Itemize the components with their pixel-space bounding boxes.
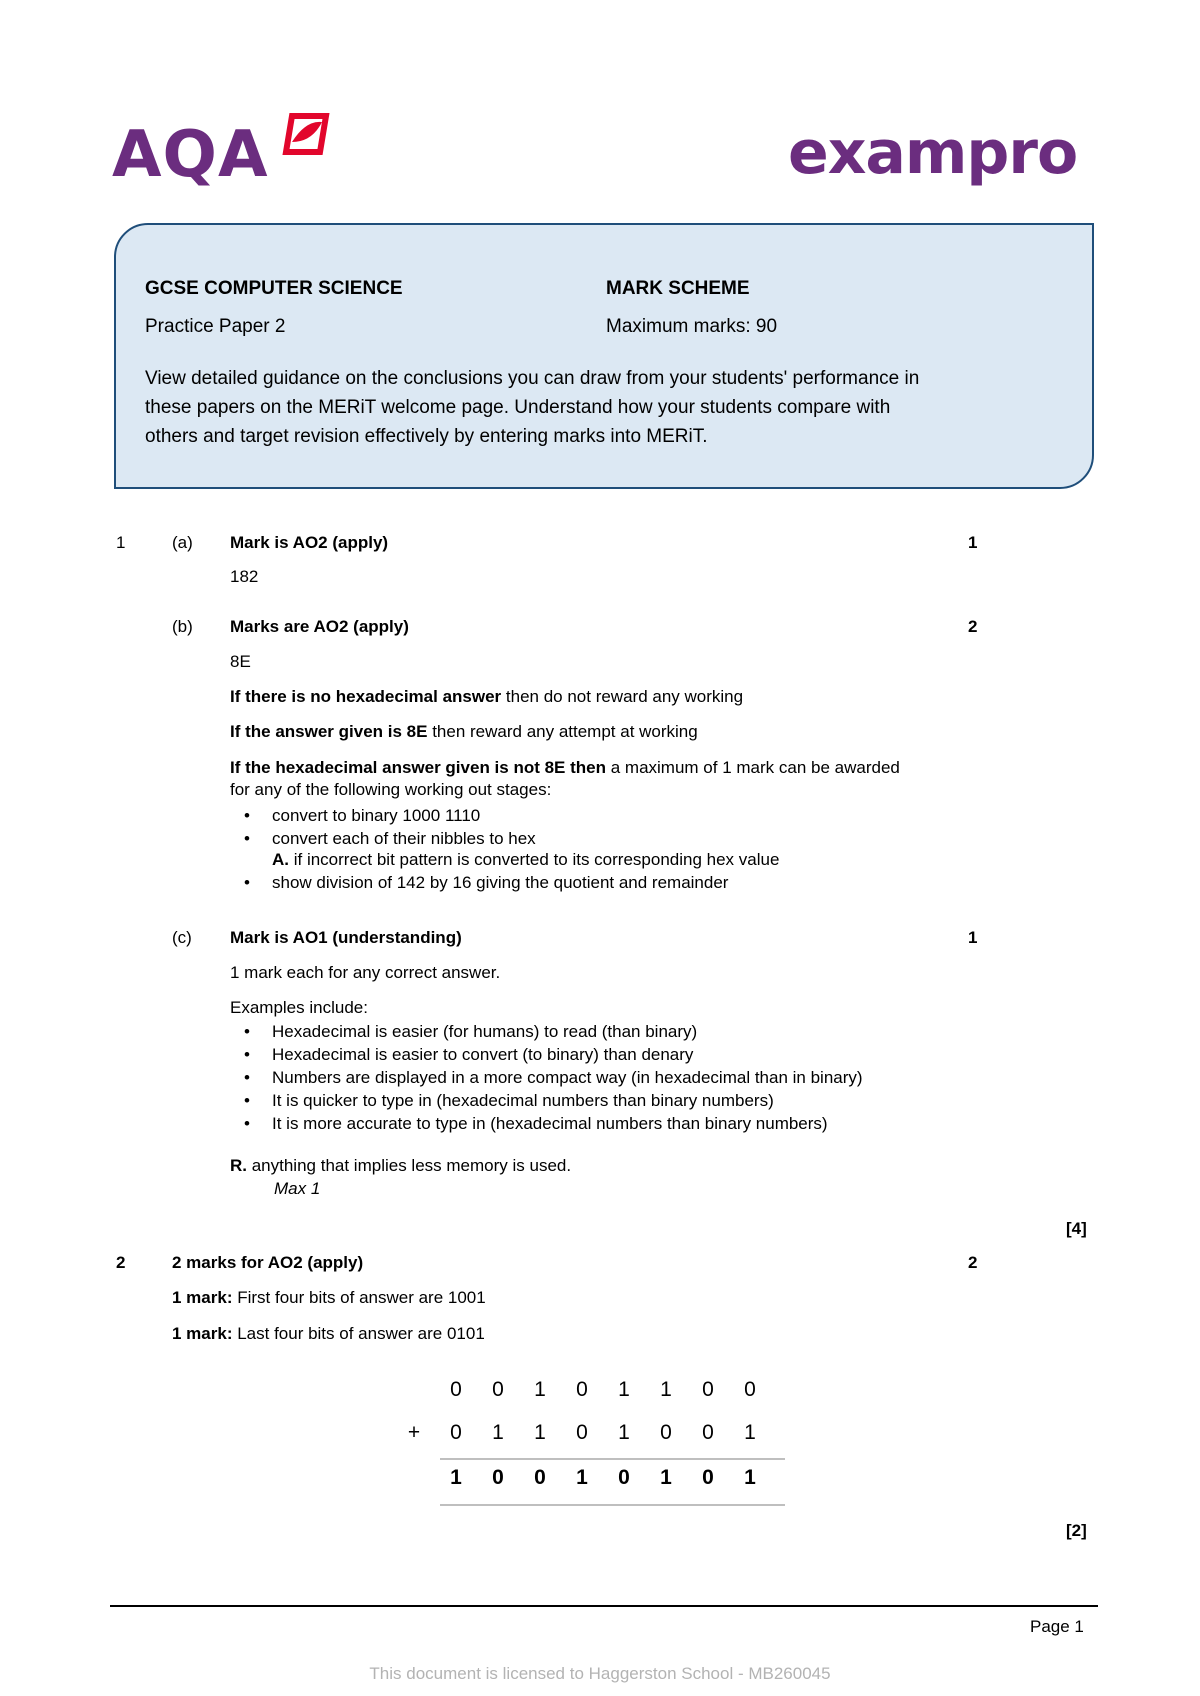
page-number: Page 1 (1030, 1617, 1084, 1636)
rule-bold: If the answer given is 8E (230, 722, 428, 741)
result-bit: 0 (618, 1466, 630, 1489)
q1c-heading: Mark is AO1 (understanding) (230, 928, 462, 947)
q1a-answer: 182 (230, 567, 259, 586)
binary-addition (407, 1378, 790, 1518)
sum-divider-top (440, 1458, 785, 1460)
q1-total-marks: [4] (1066, 1219, 1087, 1238)
subject-title: GCSE COMPUTER SCIENCE (145, 278, 403, 299)
q1b-label: (b) (172, 617, 193, 636)
mark-label: 1 mark: (172, 1288, 233, 1307)
q1c-examples-label: Examples include: (230, 998, 368, 1017)
aqa-logo-text: AQA (112, 118, 269, 192)
q1c-examples-list (230, 1020, 1090, 1135)
bit: 0 (660, 1421, 672, 1444)
accept-label: A. (272, 850, 289, 869)
q1-number: 1 (116, 533, 126, 552)
bit: 1 (618, 1378, 630, 1401)
rule-text: a maximum of 1 mark can be awarded (606, 758, 900, 777)
q1c-marks: 1 (968, 928, 978, 947)
guidance-line: these papers on the MERiT welcome page. Understand how your students compare with (145, 397, 891, 418)
bit: 0 (576, 1378, 588, 1401)
bit: 1 (534, 1421, 546, 1444)
guidance-line: View detailed guidance on the conclusions you can draw from your students' performance in (145, 368, 920, 389)
rule-bold: If there is no hexadecimal answer (230, 687, 502, 706)
bit: 0 (702, 1421, 714, 1444)
sum-divider-bottom (440, 1504, 785, 1506)
aqa-leaf-icon (278, 112, 330, 156)
q1b-answer: 8E (230, 652, 251, 671)
result-bit: 1 (660, 1466, 672, 1489)
q1a-marks: 1 (968, 533, 978, 552)
bit: 1 (534, 1378, 546, 1401)
q2-marks: 2 (968, 1253, 978, 1272)
aqa-logo (112, 118, 332, 198)
rule-bold: If the hexadecimal answer given is not 8E then (230, 758, 607, 777)
mark-text: Last four bits of answer are 0101 (232, 1324, 485, 1343)
list-item: • It is quicker to type in (hexadecimal numbers than binary numbers) (230, 1089, 1090, 1112)
bit: 0 (492, 1378, 504, 1401)
q1b-working-list (230, 804, 1070, 894)
guidance-line: others and target revision effectively by entering marks into MERiT. (145, 426, 708, 447)
bit: 1 (744, 1421, 756, 1444)
exampro-logo-text: exampro (788, 118, 1078, 188)
q1c-max: Max 1 (274, 1179, 321, 1198)
mark-text: First four bits of answer are 1001 (232, 1288, 486, 1307)
list-item: • It is more accurate to type in (hexadecimal numbers than binary numbers) (230, 1112, 1090, 1135)
q1c-label: (c) (172, 928, 192, 947)
doc-type: MARK SCHEME (606, 278, 750, 299)
result-bit: 1 (744, 1466, 756, 1489)
q1b-rule1 (230, 686, 743, 708)
bit: 0 (702, 1378, 714, 1401)
list-item (230, 827, 1070, 871)
result-bit: 0 (534, 1466, 546, 1489)
accept-text: if incorrect bit pattern is converted to its corresponding hex value (289, 850, 780, 869)
rule-text-line2: for any of the following working out stages: (230, 780, 552, 799)
q1a-label: (a) (172, 533, 193, 552)
rule-text: then do not reward any working (501, 687, 744, 706)
result-bit: 1 (450, 1466, 462, 1489)
reject-label: R. (230, 1156, 247, 1175)
q2-number: 2 (116, 1253, 126, 1272)
bit: 0 (450, 1378, 462, 1401)
q1c-reject (230, 1155, 571, 1177)
max-marks: Maximum marks: 90 (606, 316, 778, 337)
license-watermark: This document is licensed to Haggerston School - MB260045 (369, 1664, 831, 1683)
mark-label: 1 mark: (172, 1324, 233, 1343)
list-item: • convert to binary 1000 1110 (230, 804, 1070, 827)
paper-name: Practice Paper 2 (145, 316, 286, 337)
q2-mark2 (172, 1323, 485, 1345)
q1b-marks: 2 (968, 617, 978, 636)
result-bit: 0 (492, 1466, 504, 1489)
bit: 1 (492, 1421, 504, 1444)
result-bit: 0 (702, 1466, 714, 1489)
q1b-rule3 (230, 757, 1070, 801)
footer-rule (110, 1605, 1098, 1607)
q1b-heading: Marks are AO2 (apply) (230, 617, 409, 636)
list-item: • show division of 142 by 16 giving the quotient and remainder (230, 871, 1070, 894)
list-item: • Hexadecimal is easier to convert (to binary) than denary (230, 1043, 1090, 1066)
list-item: • Hexadecimal is easier (for humans) to read (than binary) (230, 1020, 1090, 1043)
q2-total-marks: [2] (1066, 1521, 1087, 1540)
list-item: • Numbers are displayed in a more compact way (in hexadecimal than in binary) (230, 1066, 1090, 1089)
bit: 1 (618, 1421, 630, 1444)
reject-text: anything that implies less memory is used. (247, 1156, 572, 1175)
result-bit: 1 (576, 1466, 588, 1489)
list-item-text: • convert each of their nibbles to hex (272, 829, 536, 848)
bit: 0 (576, 1421, 588, 1444)
q2-heading: 2 marks for AO2 (apply) (172, 1253, 364, 1272)
q2-mark1 (172, 1287, 486, 1309)
q1b-rule2 (230, 721, 698, 743)
plus-operator: + (407, 1421, 421, 1444)
rule-text: then reward any attempt at working (427, 722, 698, 741)
bit: 1 (660, 1378, 672, 1401)
q1a-heading: Mark is AO2 (apply) (230, 533, 389, 552)
exampro-logo (788, 118, 1098, 198)
q1c-intro: 1 mark each for any correct answer. (230, 963, 501, 982)
guidance-text (145, 364, 1075, 451)
bit: 0 (450, 1421, 462, 1444)
bit: 0 (744, 1378, 756, 1401)
accept-note (272, 848, 1070, 871)
